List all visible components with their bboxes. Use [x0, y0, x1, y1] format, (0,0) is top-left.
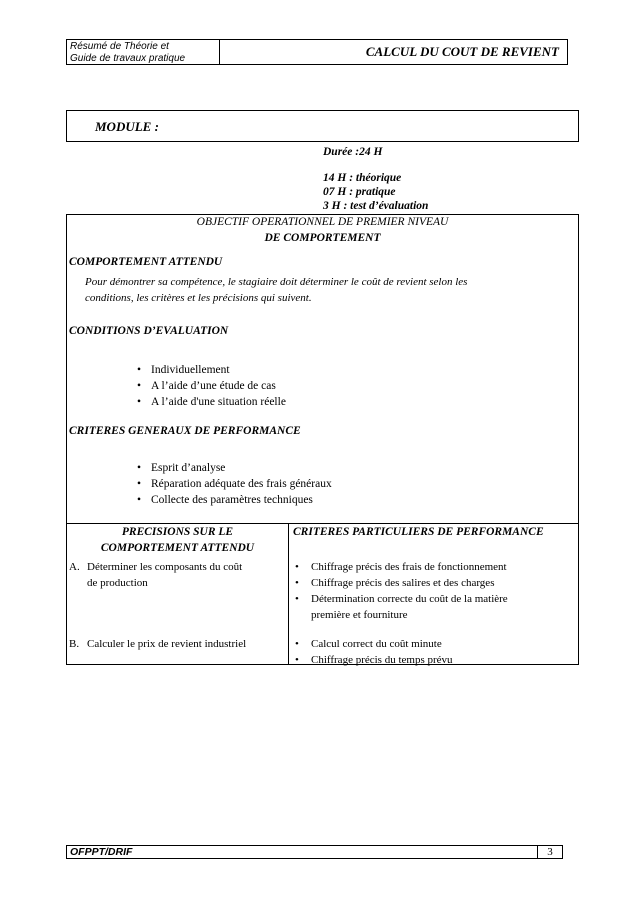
- row-a-text-line-2: de production: [87, 577, 148, 589]
- list-item: • Esprit d’analyse: [137, 460, 332, 476]
- conditions-list: [137, 362, 286, 410]
- list-item: • Réparation adéquate des frais généraux: [137, 476, 332, 492]
- precisions-heading-line-2: COMPORTEMENT ATTENDU: [100, 542, 255, 554]
- list-item: • Individuellement: [137, 362, 286, 378]
- criteres-particuliers-heading: CRITERES PARTICULIERS DE PERFORMANCE: [293, 526, 544, 538]
- table-divider: [288, 524, 289, 664]
- page-number: 3: [537, 845, 563, 859]
- objective-title-line-2: DE COMPORTEMENT: [264, 232, 381, 244]
- duree-theorique: 14 H : théorique: [323, 172, 402, 184]
- conditions-heading: CONDITIONS D’EVALUATION: [69, 325, 229, 337]
- comportement-line-2: conditions, les critères et les précisions qui suivent.: [85, 292, 312, 304]
- list-item: • Collecte des paramètres techniques: [137, 492, 332, 508]
- precisions-table: [66, 523, 579, 665]
- row-a-prefix: A.: [69, 561, 80, 573]
- duree-total: Durée :24 H: [323, 146, 383, 158]
- list-item: • Calcul correct du coût minute: [293, 636, 578, 652]
- row-b-criteria: [293, 636, 578, 668]
- precisions-heading: [67, 524, 288, 556]
- comportement-text: [85, 274, 565, 306]
- duree-pratique: 07 H : pratique: [323, 186, 396, 198]
- module-label: MODULE :: [95, 119, 159, 134]
- list-item: • Chiffrage précis des frais de fonctionnement: [293, 559, 578, 575]
- duree-test: 3 H : test d’évaluation: [323, 200, 429, 212]
- list-item: • Détermination correcte du coût de la matière: [293, 591, 578, 607]
- list-item: • A l’aide d’une étude de cas: [137, 378, 286, 394]
- row-a-criteria-continuation: première et fourniture: [311, 609, 408, 621]
- row-a-criteria: [293, 559, 578, 607]
- row-b-text: Calculer le prix de revient industriel: [87, 638, 247, 650]
- header-title: CALCUL DU COUT DE REVIENT: [219, 39, 568, 65]
- footer-org: OFPPT/DRIF: [66, 845, 563, 859]
- comportement-line-1: Pour démontrer sa compétence, le stagiaire doit déterminer le coût de revient selon les: [85, 276, 468, 288]
- criteres-generaux-list: [137, 460, 332, 508]
- objective-box: [66, 214, 579, 524]
- objective-title-line-1: OBJECTIF OPERATIONNEL DE PREMIER NIVEAU: [196, 216, 449, 228]
- list-item: • A l’aide d'une situation réelle: [137, 394, 286, 410]
- criteres-generaux-heading: CRITERES GENERAUX DE PERFORMANCE: [69, 425, 301, 437]
- list-item: • Chiffrage précis du temps prévu: [293, 652, 578, 668]
- header-left-line-1: Résumé de Théorie et: [70, 41, 169, 52]
- header-left-box: [66, 39, 220, 65]
- module-box: [66, 110, 579, 142]
- row-b-prefix: B.: [69, 638, 80, 650]
- list-item: • Chiffrage précis des salires et des charges: [293, 575, 578, 591]
- row-a-text-line-1: Déterminer les composants du coût: [87, 561, 243, 573]
- precisions-heading-line-1: PRECISIONS SUR LE: [121, 526, 234, 538]
- comportement-heading: COMPORTEMENT ATTENDU: [69, 256, 223, 268]
- header-left-line-2: Guide de travaux pratique: [70, 53, 186, 64]
- row-a-text: [87, 559, 287, 591]
